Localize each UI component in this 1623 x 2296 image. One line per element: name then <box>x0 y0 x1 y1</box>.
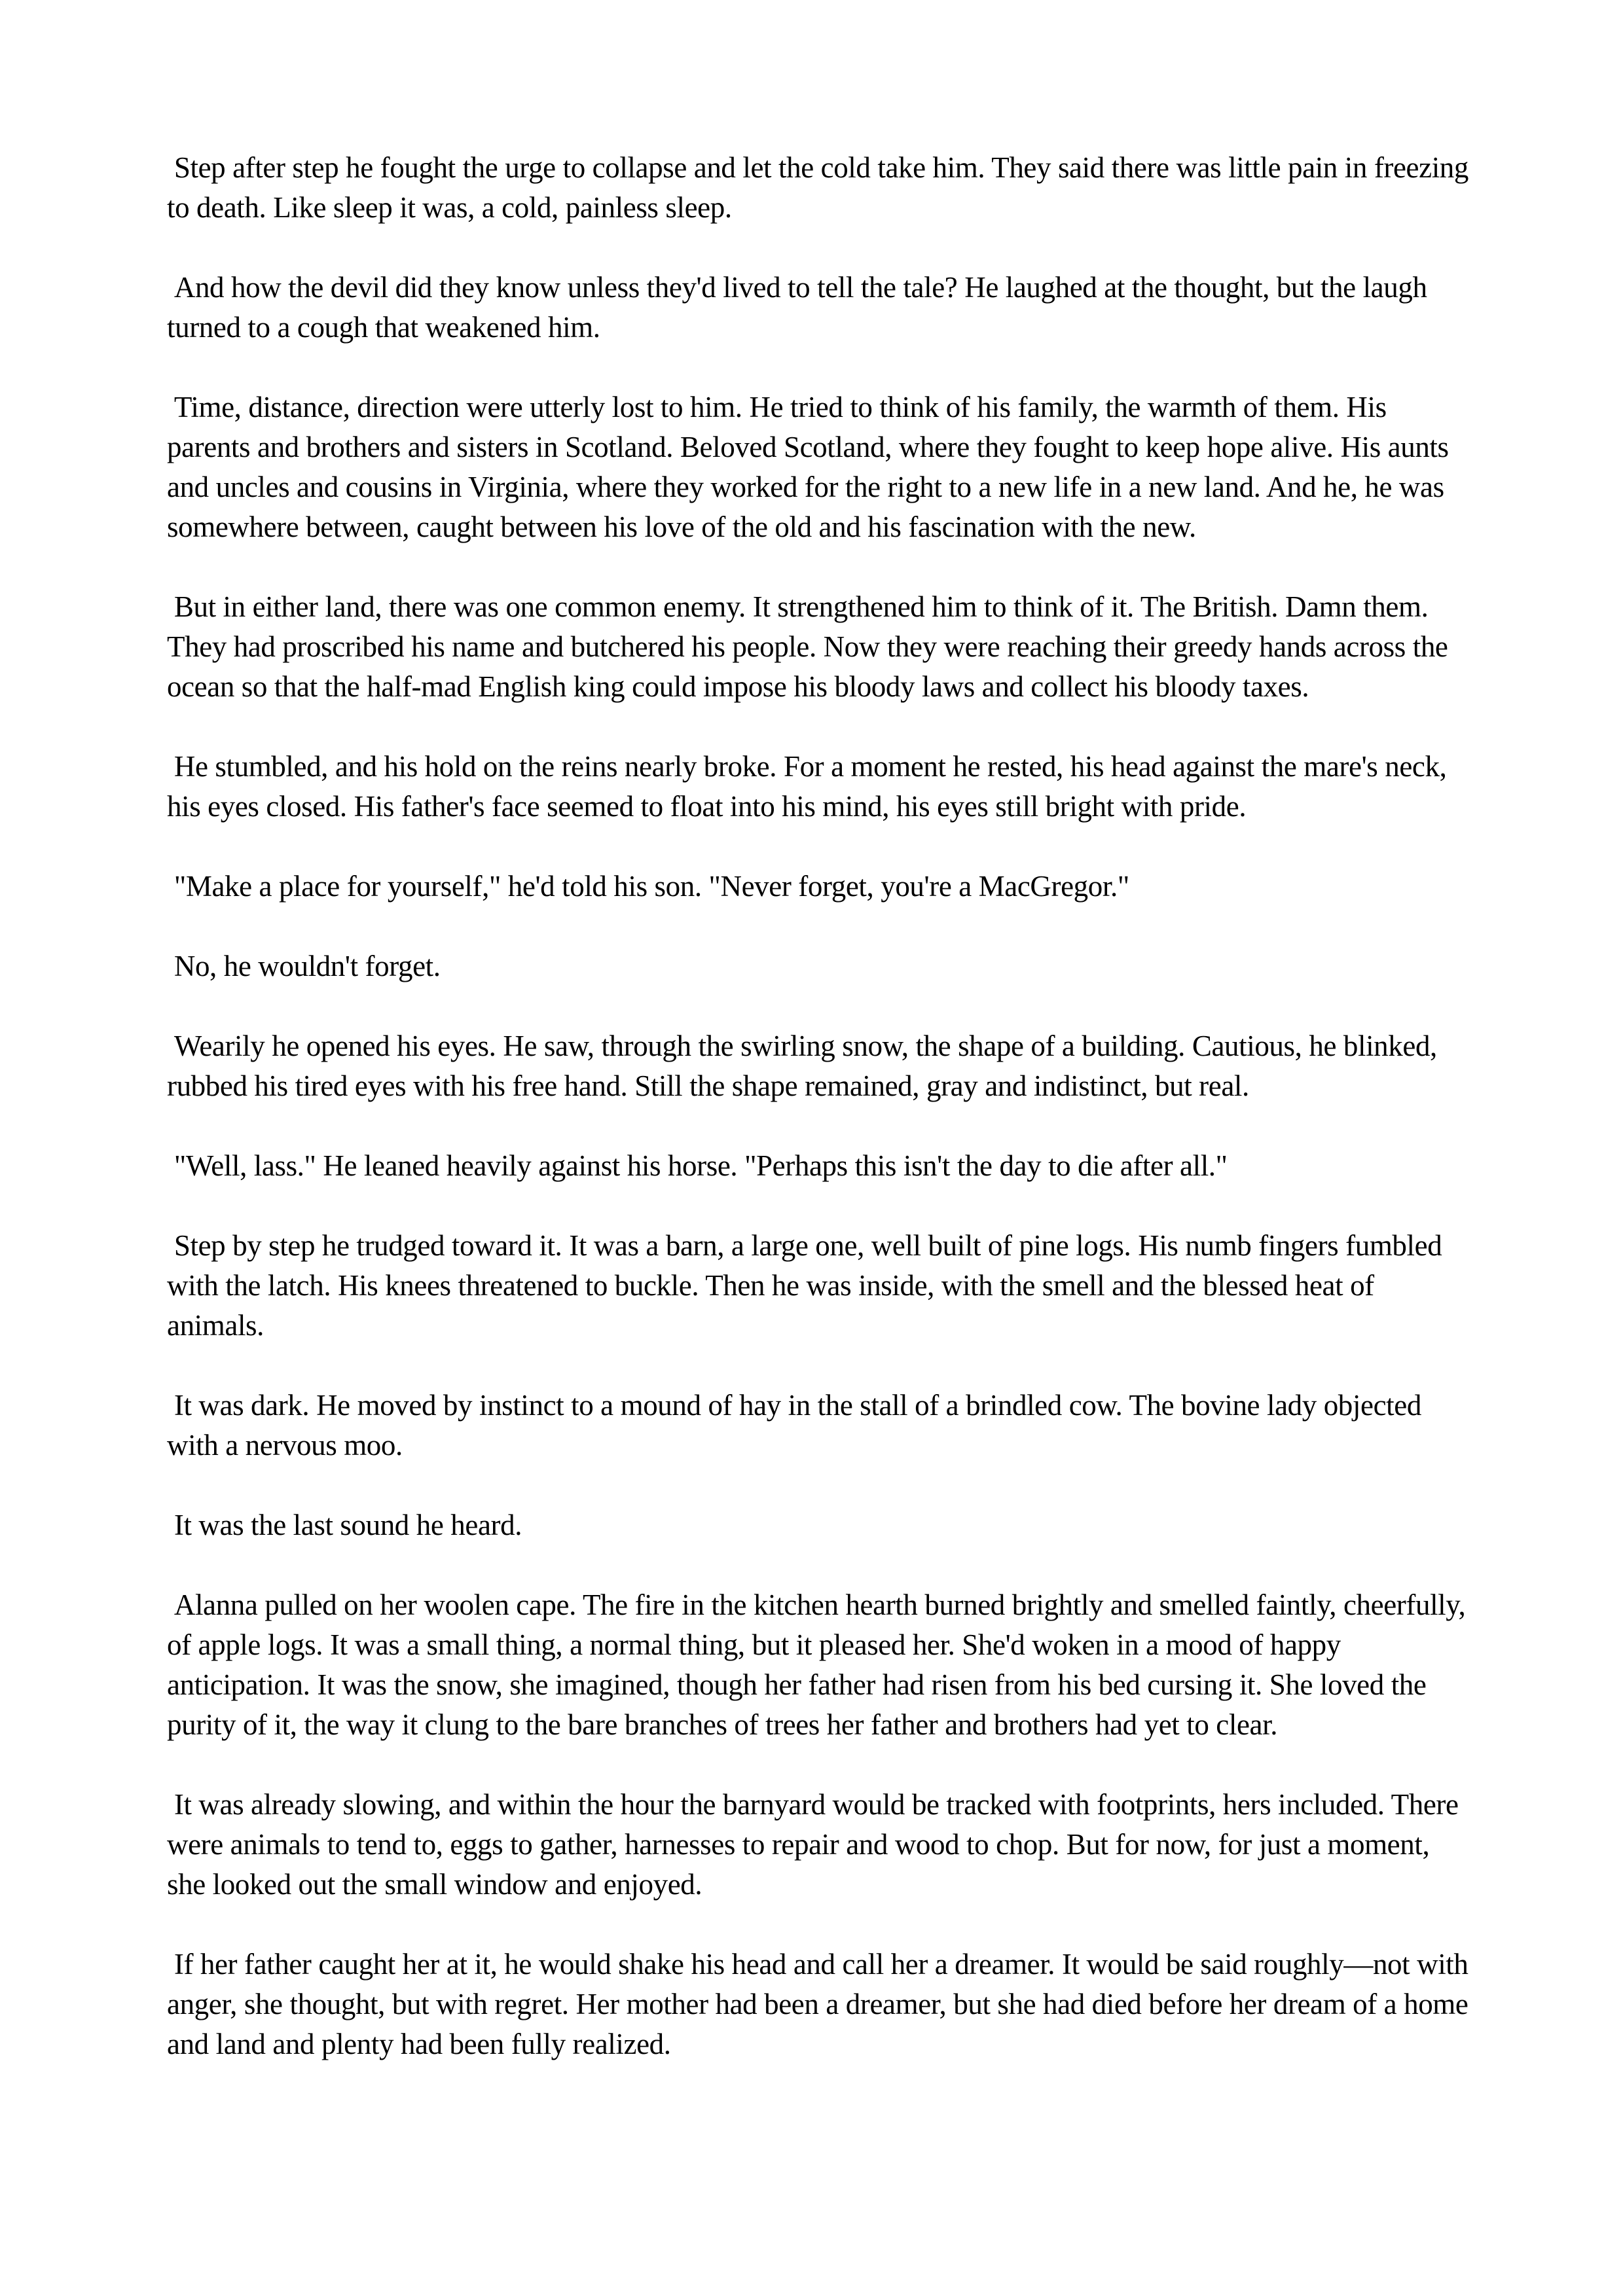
paragraph: Time, distance, direction were utterly lost to him. He tried to think of his family, the warmth of them. His parents and brothers and sisters in Scotland. Beloved Scotland, where they fought to keep hope alive. His aunts and uncles and cousins in Virginia, where they worked for the right to a new life in a new land. And he, he was somewhere between, caught between his love of the old and his fascination with the new. <box>167 391 1456 543</box>
paragraph: And how the devil did they know unless they'd lived to tell the tale? He laughed at the thought, but the laugh turned to a cough that weakened him. <box>167 271 1434 344</box>
paragraph: It was dark. He moved by instinct to a mound of hay in the stall of a brindled cow. The bovine lady objected with a nervous moo. <box>167 1389 1429 1462</box>
paragraph: Wearily he opened his eyes. He saw, through the swirling snow, the shape of a building. Cautious, he blinked, rubbed his tired eyes with his free hand. Still the shape remained, gray and indistinct, but real. <box>167 1030 1444 1102</box>
paragraph: He stumbled, and his hold on the reins nearly broke. For a moment he rested, his head against the mare's neck, his eyes closed. His father's face seemed to float into his mind, his eyes still bright with pride. <box>167 750 1454 823</box>
paragraph: Alanna pulled on her woolen cape. The fire in the kitchen hearth burned brightly and smelled faintly, cheerfully, of apple logs. It was a small thing, a normal thing, but it pleased her. She'd woken in a mood of happy anticipation. It was the snow, she imagined, though her father had risen from his bed cursing it. She loved the purity of it, the way it clung to the bare branches of trees her father and brothers had yet to clear. <box>167 1588 1473 1741</box>
paragraph: "Well, lass." He leaned heavily against his horse. "Perhaps this isn't the day to die after all." <box>167 1149 1228 1182</box>
body-text <box>167 148 1476 2064</box>
paragraph: No, he wouldn't forget. <box>167 950 441 982</box>
paragraph: But in either land, there was one common enemy. It strengthened him to think of it. The British. Damn them. They had proscribed his name and butchered his people. Now they were reaching their greedy hands across the ocean so that the half-mad English king could impose his bloody laws and collect his bloody taxes. <box>167 590 1455 703</box>
paragraph: If her father caught her at it, he would shake his head and call her a dreamer. It would be said roughly—not with anger, she thought, but with regret. Her mother had been a dreamer, but she had died before her dream of a home and land and plenty had been fully realized. <box>167 1948 1476 2060</box>
paragraph: It was the last sound he heard. <box>167 1509 522 1541</box>
paragraph: "Make a place for yourself," he'd told his son. "Never forget, you're a MacGregor." <box>167 870 1129 903</box>
paragraph: Step by step he trudged toward it. It was a barn, a large one, well built of pine logs. His numb fingers fumbled with the latch. His knees threatened to buckle. Then he was inside, with the smell and the blessed heat of animals. <box>167 1229 1450 1342</box>
paragraph: Step after step he fought the urge to collapse and let the cold take him. They said there was little pain in freezing to death. Like sleep it was, a cold, painless sleep. <box>167 151 1476 224</box>
paragraph: It was already slowing, and within the hour the barnyard would be tracked with footprints, hers included. There were animals to tend to, eggs to gather, harnesses to repair and wood to chop. But for now, for just a moment, she looked out the small window and enjoyed. <box>167 1788 1466 1901</box>
